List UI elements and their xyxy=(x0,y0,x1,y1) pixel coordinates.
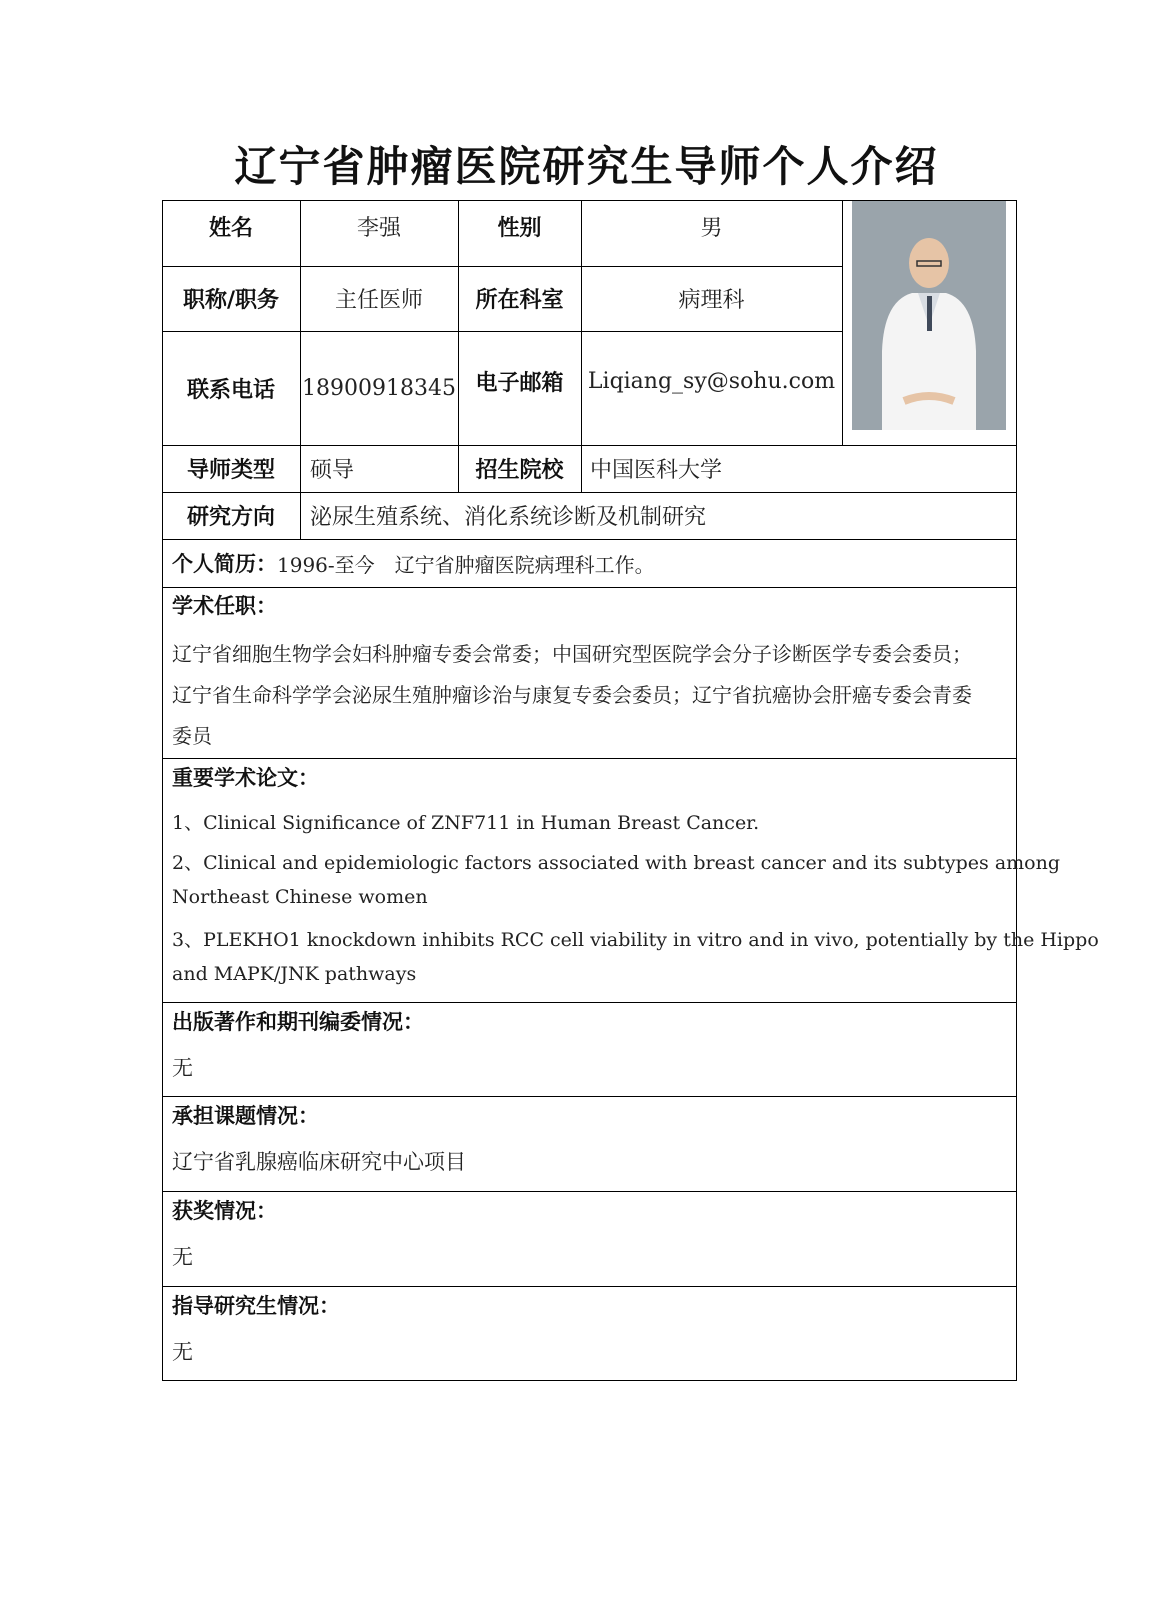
publications-label: 出版著作和期刊编委情况： xyxy=(172,1010,424,1034)
row-divider xyxy=(162,1286,1017,1287)
name-label: 姓名 xyxy=(208,215,253,241)
research-value: 泌尿生殖系统、消化系统诊断及机制研究 xyxy=(310,505,707,530)
email-label: 电子邮箱 xyxy=(475,370,564,396)
row-divider xyxy=(162,587,1017,588)
paper-item: and MAPK/JNK pathways xyxy=(172,963,417,985)
email-value: Liqiang_sy@sohu.com xyxy=(587,368,836,394)
page-title: 辽宁省肿瘤医院研究生导师个人介绍 xyxy=(234,142,939,191)
paper-item: 3、PLEKHO1 knockdown inhibits RCC cell viability in vitro and in vivo, potentially by the Hippo xyxy=(172,929,1099,951)
mentor-type-value: 硕导 xyxy=(310,458,355,483)
awards-label: 获奖情况： xyxy=(172,1199,277,1223)
papers-label: 重要学术论文： xyxy=(172,766,319,790)
resume-text: 1996-至今 辽宁省肿瘤医院病理科工作。 xyxy=(277,552,655,577)
avatar xyxy=(852,201,1006,430)
dept-label: 所在科室 xyxy=(475,288,564,313)
dept-value: 病理科 xyxy=(678,288,745,313)
title-value: 主任医师 xyxy=(334,288,423,313)
projects-label: 承担课题情况： xyxy=(172,1104,319,1128)
resume-label: 个人简历： xyxy=(172,552,277,576)
students-text: 无 xyxy=(172,1340,193,1364)
portrait-image xyxy=(852,201,1006,430)
publications-text: 无 xyxy=(172,1056,193,1080)
name-value: 李强 xyxy=(356,215,401,241)
academic-label: 学术任职： xyxy=(172,594,277,618)
gender-value: 男 xyxy=(700,215,723,241)
paper-item: Northeast Chinese women xyxy=(172,886,428,908)
col-divider xyxy=(842,200,843,445)
row-divider xyxy=(162,1002,1017,1003)
row-divider xyxy=(162,758,1017,759)
phone-label: 联系电话 xyxy=(186,377,275,403)
academic-line: 委员 xyxy=(172,724,212,748)
academic-line: 辽宁省细胞生物学会妇科肿瘤专委会常委；中国研究型医院学会分子诊断医学专委会委员； xyxy=(172,642,972,666)
paper-item: 2、Clinical and epidemiologic factors associated with breast cancer and its subtypes among xyxy=(172,852,1061,874)
academic-line: 辽宁省生命科学学会泌尿生殖肿瘤诊治与康复专委会委员；辽宁省抗癌协会肝癌专委会青委 xyxy=(172,683,972,707)
school-label: 招生院校 xyxy=(475,458,564,483)
awards-text: 无 xyxy=(172,1245,193,1269)
title-label: 职称/职务 xyxy=(182,288,280,313)
row-divider xyxy=(162,1191,1017,1192)
paper-item: 1、Clinical Significance of ZNF711 in Human Breast Cancer. xyxy=(172,812,760,834)
projects-text: 辽宁省乳腺癌临床研究中心项目 xyxy=(172,1150,466,1174)
row-divider xyxy=(162,1096,1017,1097)
gender-label: 性别 xyxy=(497,215,542,241)
mentor-type-label: 导师类型 xyxy=(186,458,275,483)
school-value: 中国医科大学 xyxy=(590,458,723,483)
phone-value: 18900918345 xyxy=(302,375,456,401)
resume-row xyxy=(172,539,1012,587)
students-label: 指导研究生情况： xyxy=(172,1294,340,1318)
research-label: 研究方向 xyxy=(186,505,275,530)
